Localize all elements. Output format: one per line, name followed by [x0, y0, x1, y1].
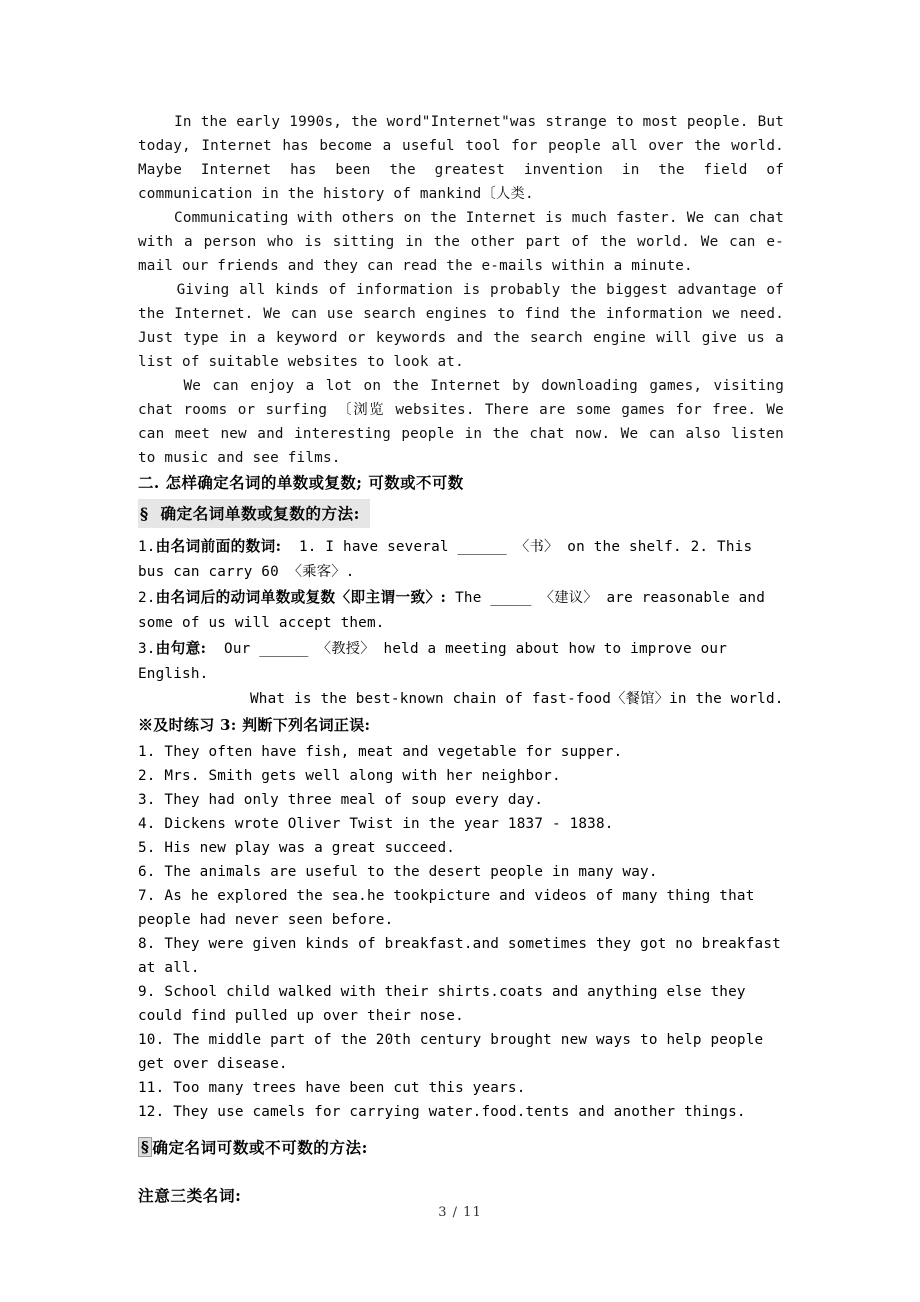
rule-item-3 [138, 636, 784, 687]
rule-2-number: 2. [138, 590, 156, 606]
exercise-heading: ※及时练习 3: 判断下列名词正误: [138, 716, 371, 734]
exercise-item: 12. They use camels for carrying water.food.tents and another things. [138, 1104, 746, 1120]
subsection-one-header: § 确定名词单数或复数的方法: [138, 499, 370, 528]
rule-item-2 [138, 585, 784, 636]
reading-paragraph-4: We can enjoy a lot on the Internet by downloading games, visiting chat rooms or surfing 〔浏览 websites. There are some games for free. We can meet new and interesting people in the chat now. We can also listen to music and see films. [138, 378, 793, 466]
section-symbol-icon: § [138, 1137, 152, 1157]
exercise-item: 6. The animals are useful to the desert people in many way. [138, 864, 658, 880]
rule-1-blank: ______ [457, 539, 507, 555]
rule-1-example-b: 〈书〉 on the shelf. 2. This bus can carry 60 〈乘客〉. [138, 539, 762, 580]
rule-item-1 [138, 534, 784, 585]
rule-1-zh-label: 由名词前面的数词: [155, 538, 282, 555]
exercise-item: 2. Mrs. Smith gets well along with her neighbor. [138, 768, 561, 784]
exercise-item: 4. Dickens wrote Oliver Twist in the year 1837 - 1838. [138, 816, 614, 832]
exercise-item: 1. They often have fish, meat and vegetable for supper. [138, 744, 623, 760]
exercise-item: 10. The middle part of the 20th century brought new ways to help people get over disease. [138, 1032, 773, 1072]
rule-1-number: 1. [138, 539, 156, 555]
closing-note: 注意三类名词: [138, 1186, 242, 1205]
page-content [138, 110, 793, 1210]
rule-3-continuation: What is the best-known chain of fast-food〈餐馆〉in the world. [250, 691, 784, 707]
exercise-item: 7. As he explored the sea.he tookpicture and videos of many thing that people had never seen before. [138, 888, 764, 928]
subsection-two-header-row [138, 1134, 784, 1162]
rule-2-blank: _____ [490, 590, 531, 606]
rule-2-example-b: 〈建议〉 are reasonable and some of us will accept them. [138, 590, 774, 631]
reading-paragraph-1: In the early 1990s, the word"Internet"was strange to most people. But today, Internet has become a useful tool for people all over the world. Maybe Internet has been the greatest invention in the field of communication in the history of mankind〔人类. [138, 114, 793, 202]
reading-paragraph-3: Giving all kinds of information is probably the biggest advantage of the Internet. We can use search engines to find the information we need. Just type in a keyword or keywords and the search engine will give us a list of suitable websites to look at. [138, 282, 793, 370]
exercise-item: 5. His new play was a great succeed. [138, 840, 456, 856]
rule-2-zh-label: 由名词后的动词单数或复数〈即主谓一致〉: [155, 589, 447, 606]
exercise-item: 8. They were given kinds of breakfast.and sometimes they got no breakfast at all. [138, 936, 790, 976]
section-two-heading: 二. 怎样确定名词的单数或复数; 可数或不可数 [138, 474, 464, 492]
rule-3-example-b: 〈教授〉 held a meeting about how to improve our English. [138, 641, 736, 682]
rule-3-example-a: Our [206, 641, 260, 657]
subsection-one-header-row [138, 499, 784, 528]
reading-paragraph-2: Communicating with others on the Internet is much faster. We can chat with a person who is sitting in the other part of the world. We can e-mail our friends and they can read the e-mails within a minute. [138, 210, 793, 274]
exercise-item: 11. Too many trees have been cut this years. [138, 1080, 526, 1096]
subsection-two-header: 确定名词可数或不可数的方法: [152, 1138, 368, 1157]
exercise-item: 9. School child walked with their shirts.coats and anything else they could find pulled up over their nose. [138, 984, 755, 1024]
rule-2-example-a: The [446, 590, 491, 606]
rule-3-blank: ______ [259, 641, 308, 657]
exercise-item: 3. They had only three meal of soup every day. [138, 792, 544, 808]
page-number-footer: 3 / 11 [438, 1205, 482, 1220]
rule-3-number: 3. [138, 641, 156, 657]
rule-3-zh-label: 由句意: [155, 640, 207, 657]
rule-1-example-a: 1. I have several [281, 539, 458, 555]
